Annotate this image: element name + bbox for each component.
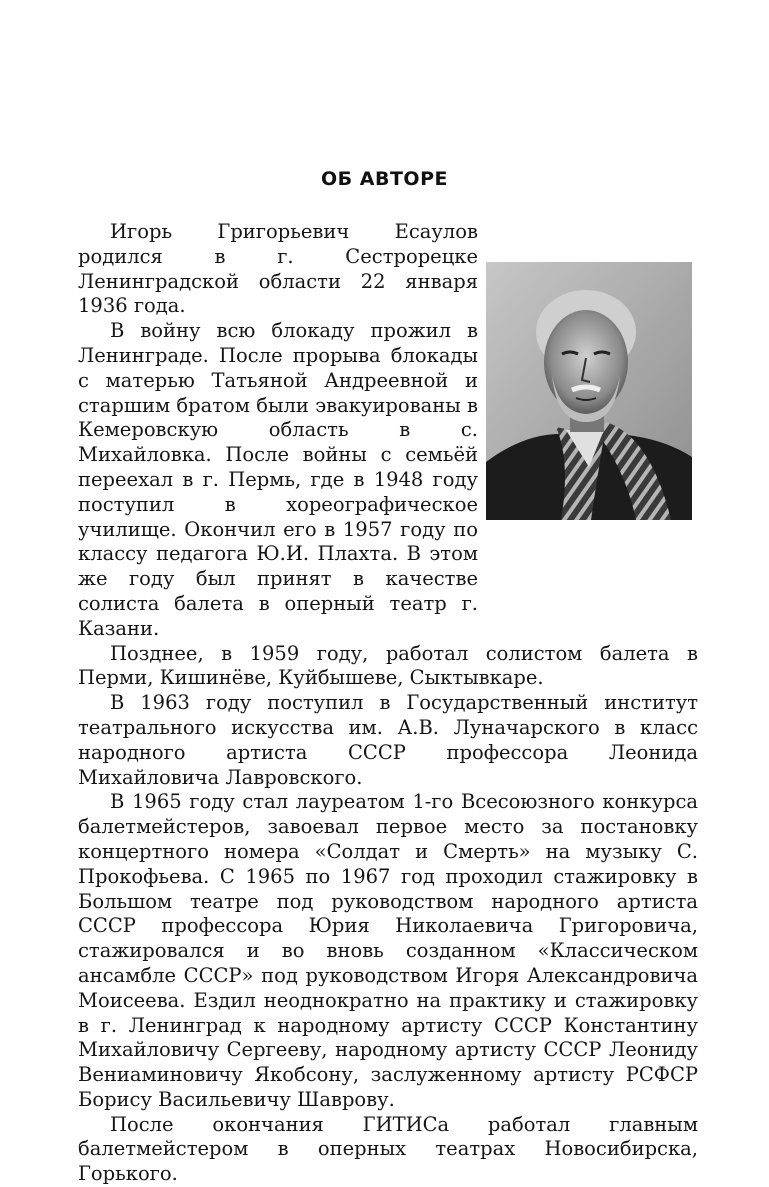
article-body — [78, 220, 698, 1187]
paragraph-career: После окончания ГИТИСа работал главным балетмейстером в оперных театрах Новосибирска, Горького. — [78, 1112, 698, 1186]
paragraph-childhood: В войну всю блокаду прожил в Ленинграде. После прорыва блокады с матерью Татьяной Андреевной и старшим братом были эвакуированы в Кемеровскую область в с. Михайловка. После войны с семьёй переехал в г. Пермь, где в 1948 году поступил в хореографическое училище. Окончил его в 1957 году по классу педагога Ю.И. Плахта. В этом же году был принят в качестве солиста балета в оперный театр г. Казани. — [78, 319, 478, 640]
paragraph-birth: Игорь Григорьевич Есаулов родился в г. Сестрорецке Ленинградской области 22 января 1936 года. — [78, 220, 478, 318]
paragraph-laureate: В 1965 году стал лауреатом 1-го Всесоюзного конкурса балетмейстеров, завоевал первое место за постановку концертного номера «Солдат и Смерть» на музыку С. Прокофьева. С 1965 по 1967 год проходил стажировку в Большом театре под руководством народного артиста СССР профессора Юрия Николаевича Григоровича, стажировался и во вновь созданном «Классическом ансамбле СССР» под руководством Игоря Александровича Моисеева. Ездил неоднократно на практику и стажировку в г. Ленинград к народному артисту СССР Константину Михайловичу Сергееву, народному артисту СССР Леониду Вениаминовичу Якобсону, заслуженному артисту РСФСР Борису Васильевичу Шаврову. — [78, 790, 698, 1111]
page-title: ОБ АВТОРЕ — [321, 168, 448, 190]
paragraph-soloist: Позднее, в 1959 году, работал солистом балета в Перми, Кишинёве, Куйбышеве, Сыктывкаре. — [78, 641, 698, 690]
paragraph-gitis: В 1963 году поступил в Государственный институт театрального искусства им. А.В. Луначарского в класс народного артиста СССР профессора Леонида Михайловича Лавровского. — [78, 691, 698, 789]
